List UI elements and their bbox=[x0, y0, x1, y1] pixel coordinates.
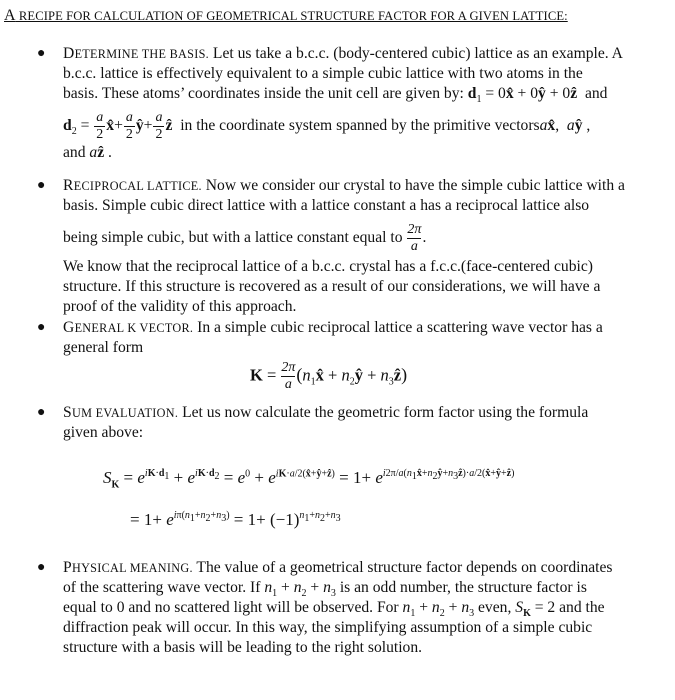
bullet-icon: ● bbox=[37, 178, 46, 193]
formula-structure-factor-line1: $S_K = e^{iK\cdot d_1} + e^{iK\cdot d_2} = e^0 + e^{iK\cdot a/2(x̂+ŷ+ẑ)} = 1+ e^{i2\pi/a(n_1x̂+n_2ŷ+n_3ẑ)\cdot a/2(x̂+ŷ+ẑ)}$ bbox=[103, 468, 515, 491]
section-heading: SUM EVALUATION. bbox=[63, 404, 179, 421]
section-heading: RECIPROCAL LATTICE. bbox=[63, 177, 202, 194]
formula-k-vector: K = $\frac{2\pi}{a}$ ($n_1x̂$ + $n_2ŷ$ + $n_3ẑ$) bbox=[250, 360, 408, 392]
bullet-icon: ● bbox=[37, 320, 46, 335]
bullet-icon: ● bbox=[37, 560, 46, 575]
formula-d2: $d_2$ = $\frac{a}{2}$ x̂+ $\frac{a}{2}$ ŷ+ $\frac{a}{2}$ ẑ in the coordinate system spanned by the primitive vectorsax̂, aŷ , bbox=[63, 110, 591, 142]
bullet-icon: ● bbox=[37, 405, 46, 420]
section-heading: DETERMINE THE BASIS. bbox=[63, 45, 210, 62]
formula-structure-factor-line2: = $1+ e^{i\pi(n_1+n_2+n_3)} = 1+ (-1)^{n_1+n_2+n_3}$ bbox=[130, 510, 341, 529]
section-heading: PHYSICAL MEANING. bbox=[63, 559, 193, 576]
bullet-icon: ● bbox=[37, 46, 46, 61]
formula-2pi-over-a: $\frac{2\pi}{a}$ bbox=[407, 222, 422, 254]
formula-d1: $d_1$ = 0x̂ + 0ŷ + 0ẑ bbox=[467, 85, 578, 106]
section-heading: GENERAL K VECTOR. bbox=[63, 319, 194, 336]
page-title: A RECIPE FOR CALCULATION OF GEOMETRICAL STRUCTURE FACTOR FOR A GIVEN LATTICE: bbox=[4, 7, 568, 24]
